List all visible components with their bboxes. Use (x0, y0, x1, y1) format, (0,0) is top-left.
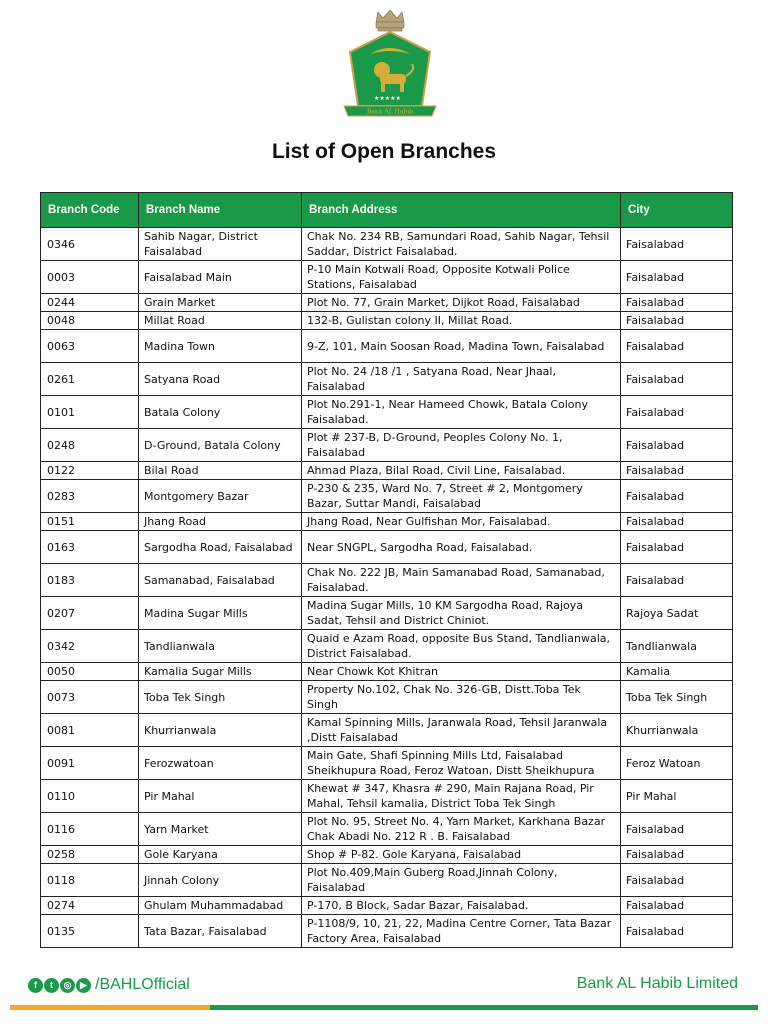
header-branch-code: Branch Code (41, 193, 139, 228)
cell-branch-code: 0118 (41, 864, 139, 897)
page-title: List of Open Branches (271, 140, 497, 163)
table-row (41, 813, 733, 846)
table-row (41, 312, 733, 330)
cell-branch-code: 0116 (41, 813, 139, 846)
cell-branch-code: 0003 (41, 261, 139, 294)
cell-branch-address: Near SNGPL, Sargodha Road, Faisalabad. (302, 531, 621, 564)
table-row (41, 747, 733, 780)
social-links (28, 975, 190, 995)
cell-branch-address: 132-B, Gulistan colony II, Millat Road. (302, 312, 621, 330)
cell-city: Feroz Watoan (621, 747, 733, 780)
cell-branch-code: 0091 (41, 747, 139, 780)
cell-branch-code: 0063 (41, 330, 139, 363)
table-row (41, 780, 733, 813)
cell-branch-code: 0048 (41, 312, 139, 330)
social-handle[interactable]: /BAHLOfficial (95, 976, 190, 993)
table-row (41, 597, 733, 630)
cell-city: Faisalabad (621, 480, 733, 513)
cell-branch-name: Batala Colony (139, 396, 302, 429)
cell-branch-code: 0163 (41, 531, 139, 564)
cell-branch-address: P-10 Main Kotwali Road, Opposite Kotwali Police Stations, Faisalabad (302, 261, 621, 294)
cell-branch-code: 0050 (41, 663, 139, 681)
cell-city: Faisalabad (621, 897, 733, 915)
footer-color-bar (10, 1005, 758, 1010)
cell-branch-address: Near Chowk Kot Khitran (302, 663, 621, 681)
cell-branch-address: Quaid e Azam Road, opposite Bus Stand, Tandlianwala, District Faisalabad. (302, 630, 621, 663)
cell-branch-name: D-Ground, Batala Colony (139, 429, 302, 462)
cell-branch-address: 9-Z, 101, Main Soosan Road, Madina Town, Faisalabad (302, 330, 621, 363)
cell-branch-address: Plot No.409,Main Guberg Road,Jinnah Colony, Faisalabad (302, 864, 621, 897)
cell-branch-name: Kamalia Sugar Mills (139, 663, 302, 681)
cell-branch-code: 0081 (41, 714, 139, 747)
cell-branch-name: Sargodha Road, Faisalabad (139, 531, 302, 564)
cell-city: Faisalabad (621, 915, 733, 948)
cell-branch-address: Shop # P-82. Gole Karyana, Faisalabad (302, 846, 621, 864)
table-row (41, 294, 733, 312)
table-row (41, 714, 733, 747)
cell-branch-name: Sahib Nagar, District Faisalabad (139, 228, 302, 261)
cell-branch-name: Faisalabad Main (139, 261, 302, 294)
cell-city: Kamalia (621, 663, 733, 681)
cell-branch-code: 0258 (41, 846, 139, 864)
cell-city: Pir Mahal (621, 780, 733, 813)
cell-branch-name: Millat Road (139, 312, 302, 330)
table-row (41, 429, 733, 462)
logo-ribbon-text: Bank AL Habib (366, 108, 414, 116)
footer-bar-green (210, 1005, 758, 1010)
cell-city: Faisalabad (621, 261, 733, 294)
cell-branch-name: Satyana Road (139, 363, 302, 396)
cell-city: Faisalabad (621, 294, 733, 312)
cell-branch-name: Madina Town (139, 330, 302, 363)
cell-branch-name: Jhang Road (139, 513, 302, 531)
table-row (41, 564, 733, 597)
cell-branch-address: Plot No. 77, Grain Market, Dijkot Road, Faisalabad (302, 294, 621, 312)
cell-branch-name: Samanabad, Faisalabad (139, 564, 302, 597)
cell-branch-code: 0135 (41, 915, 139, 948)
table-row (41, 663, 733, 681)
table-row (41, 228, 733, 261)
cell-branch-name: Tata Bazar, Faisalabad (139, 915, 302, 948)
cell-branch-name: Tandlianwala (139, 630, 302, 663)
facebook-icon[interactable]: f (28, 978, 43, 993)
cell-branch-name: Montgomery Bazar (139, 480, 302, 513)
bank-logo (340, 10, 440, 118)
table-row (41, 630, 733, 663)
twitter-icon[interactable]: t (44, 978, 59, 993)
cell-branch-address: Jhang Road, Near Gulfishan Mor, Faisalabad. (302, 513, 621, 531)
cell-branch-address: Plot No.291-1, Near Hameed Chowk, Batala Colony Faisalabad. (302, 396, 621, 429)
cell-branch-address: Plot # 237-B, D-Ground, Peoples Colony No. 1, Faisalabad (302, 429, 621, 462)
cell-branch-code: 0122 (41, 462, 139, 480)
cell-branch-address: P-170, B Block, Sadar Bazar, Faisalabad. (302, 897, 621, 915)
cell-city: Faisalabad (621, 312, 733, 330)
cell-branch-name: Pir Mahal (139, 780, 302, 813)
table-row (41, 681, 733, 714)
cell-city: Faisalabad (621, 396, 733, 429)
cell-branch-name: Toba Tek Singh (139, 681, 302, 714)
cell-branch-code: 0342 (41, 630, 139, 663)
table-row (41, 531, 733, 564)
cell-branch-name: Madina Sugar Mills (139, 597, 302, 630)
table-row (41, 480, 733, 513)
cell-branch-address: Khewat # 347, Khasra # 290, Main Rajana Road, Pir Mahal, Tehsil kamalia, District Toba Tek Singh (302, 780, 621, 813)
cell-city: Toba Tek Singh (621, 681, 733, 714)
table-row (41, 363, 733, 396)
cell-branch-code: 0283 (41, 480, 139, 513)
table-row (41, 915, 733, 948)
footer-bar-orange (10, 1005, 210, 1010)
table-header-row (41, 193, 733, 228)
cell-branch-address: P-230 & 235, Ward No. 7, Street # 2, Montgomery Bazar, Suttar Mandi, Faisalabad (302, 480, 621, 513)
header-city: City (621, 193, 733, 228)
header-branch-address: Branch Address (302, 193, 621, 228)
table-row (41, 513, 733, 531)
cell-branch-code: 0183 (41, 564, 139, 597)
cell-city: Rajoya Sadat (621, 597, 733, 630)
cell-branch-address: Chak No. 222 JB, Main Samanabad Road, Samanabad, Faisalabad. (302, 564, 621, 597)
youtube-icon[interactable]: ▶ (76, 978, 91, 993)
cell-branch-address: Plot No. 95, Street No. 4, Yarn Market, Karkhana Bazar Chak Abadi No. 212 R . B. Faisalabad (302, 813, 621, 846)
bank-name: Bank AL Habib Limited (576, 975, 738, 992)
cell-branch-code: 0110 (41, 780, 139, 813)
cell-branch-name: Jinnah Colony (139, 864, 302, 897)
cell-city: Faisalabad (621, 864, 733, 897)
cell-branch-address: Kamal Spinning Mills, Jaranwala Road, Tehsil Jaranwala ,Distt Faisalabad (302, 714, 621, 747)
cell-city: Faisalabad (621, 564, 733, 597)
cell-city: Faisalabad (621, 429, 733, 462)
cell-city: Tandlianwala (621, 630, 733, 663)
cell-branch-name: Ferozwatoan (139, 747, 302, 780)
cell-branch-code: 0151 (41, 513, 139, 531)
branches-table (40, 192, 733, 948)
table-row (41, 897, 733, 915)
cell-branch-address: Madina Sugar Mills, 10 KM Sargodha Road, Rajoya Sadat, Tehsil and District Chiniot. (302, 597, 621, 630)
table-row (41, 462, 733, 480)
cell-branch-code: 0346 (41, 228, 139, 261)
table-row (41, 261, 733, 294)
cell-city: Faisalabad (621, 513, 733, 531)
cell-branch-code: 0244 (41, 294, 139, 312)
cell-branch-address: Main Gate, Shafi Spinning Mills Ltd, Faisalabad Sheikhupura Road, Feroz Watoan, Distt Sheikhupura (302, 747, 621, 780)
cell-branch-address: Ahmad Plaza, Bilal Road, Civil Line, Faisalabad. (302, 462, 621, 480)
cell-city: Khurrianwala (621, 714, 733, 747)
crown-lion-shield-icon (340, 10, 440, 118)
cell-city: Faisalabad (621, 813, 733, 846)
table-row (41, 846, 733, 864)
cell-city: Faisalabad (621, 330, 733, 363)
instagram-icon[interactable]: ◎ (60, 978, 75, 993)
cell-branch-name: Ghulam Muhammadabad (139, 897, 302, 915)
header-branch-name: Branch Name (139, 193, 302, 228)
cell-branch-name: Yarn Market (139, 813, 302, 846)
table-row (41, 864, 733, 897)
cell-city: Faisalabad (621, 462, 733, 480)
table-row (41, 396, 733, 429)
cell-city: Faisalabad (621, 531, 733, 564)
cell-branch-name: Grain Market (139, 294, 302, 312)
cell-branch-address: Plot No. 24 /18 /1 , Satyana Road, Near Jhaal, Faisalabad (302, 363, 621, 396)
cell-city: Faisalabad (621, 846, 733, 864)
cell-branch-address: Property No.102, Chak No. 326-GB, Distt.Toba Tek Singh (302, 681, 621, 714)
cell-branch-code: 0207 (41, 597, 139, 630)
cell-city: Faisalabad (621, 228, 733, 261)
cell-branch-code: 0101 (41, 396, 139, 429)
cell-branch-address: P-1108/9, 10, 21, 22, Madina Centre Corner, Tata Bazar Factory Area, Faisalabad (302, 915, 621, 948)
table-row (41, 330, 733, 363)
cell-branch-address: Chak No. 234 RB, Samundari Road, Sahib Nagar, Tehsil Saddar, District Faisalabad. (302, 228, 621, 261)
cell-branch-code: 0261 (41, 363, 139, 396)
cell-branch-name: Khurrianwala (139, 714, 302, 747)
cell-city: Faisalabad (621, 363, 733, 396)
cell-branch-code: 0073 (41, 681, 139, 714)
cell-branch-name: Gole Karyana (139, 846, 302, 864)
cell-branch-code: 0248 (41, 429, 139, 462)
cell-branch-code: 0274 (41, 897, 139, 915)
cell-branch-name: Bilal Road (139, 462, 302, 480)
svg-text:★★★★★: ★★★★★ (374, 95, 401, 102)
